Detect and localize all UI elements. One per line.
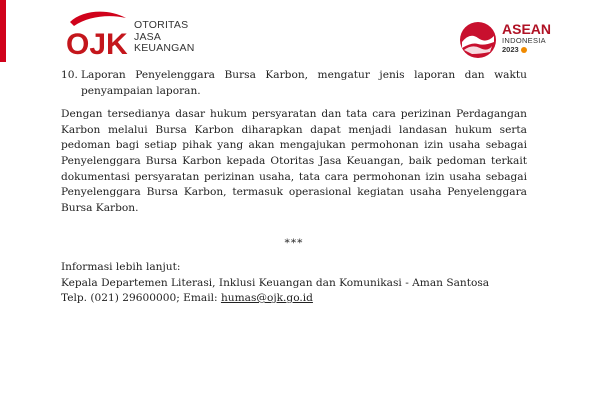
ojk-logo-line: KEUANGAN bbox=[134, 42, 195, 54]
ojk-logo-text bbox=[134, 20, 195, 55]
contact-phone-email bbox=[61, 291, 527, 307]
asean-indonesia-logo bbox=[458, 16, 558, 64]
asean-year: 2023 bbox=[502, 45, 519, 54]
list-item-text-line: penyampaian laporan. bbox=[81, 84, 201, 97]
asean-dot-icon bbox=[521, 47, 527, 53]
asean-title: ASEAN bbox=[502, 21, 552, 37]
contact-heading: Informasi lebih lanjut: bbox=[61, 260, 181, 273]
email-link[interactable]: humas@ojk.go.id bbox=[220, 292, 313, 305]
contact-phone: Telp. (021) 29600000; Email: bbox=[61, 292, 221, 305]
asean-subtitle: INDONESIA bbox=[502, 36, 546, 45]
body-paragraph: Dengan tersedianya dasar hukum persyaratan dan tata cara perizinan Perdagangan Karbon melalui Bursa Karbon diharapkan dapat menjadi landasan hukum serta pedoman bagi setiap pihak yang akan mengajukan permohonan izin usaha sebagai Penyelenggara Bursa Karbon kepada Otoritas Jasa Keuangan, baik pedoman terkait dokumentasi persyaratan perizinan usaha, tata cara permohonan izin usaha sebagai Penyelenggara Bursa Karbon, termasuk operasional kegiatan usaha Penyelenggara Bursa Karbon. bbox=[61, 108, 527, 214]
list-item-text-line: Laporan Penyelenggara Bursa Karbon, mengatur jenis laporan dan waktu bbox=[81, 69, 527, 81]
ojk-mark-text: OJK bbox=[66, 28, 128, 58]
ojk-logo-line: JASA bbox=[134, 30, 162, 43]
section-separator: *** bbox=[284, 237, 304, 250]
contact-person: Kepala Departemen Literasi, Inklusi Keuangan dan Komunikasi - Aman Santosa bbox=[61, 276, 490, 289]
ojk-logo bbox=[64, 8, 204, 60]
press-release-body bbox=[61, 68, 527, 307]
contact-info bbox=[61, 260, 527, 307]
asean-emblem-icon bbox=[458, 20, 498, 60]
ojk-logo-mark-icon bbox=[64, 8, 128, 58]
list-item-number: 10. bbox=[61, 69, 78, 81]
list-item bbox=[61, 68, 527, 99]
brand-stripe bbox=[0, 0, 6, 62]
ojk-logo-line: OTORITAS bbox=[134, 19, 189, 31]
